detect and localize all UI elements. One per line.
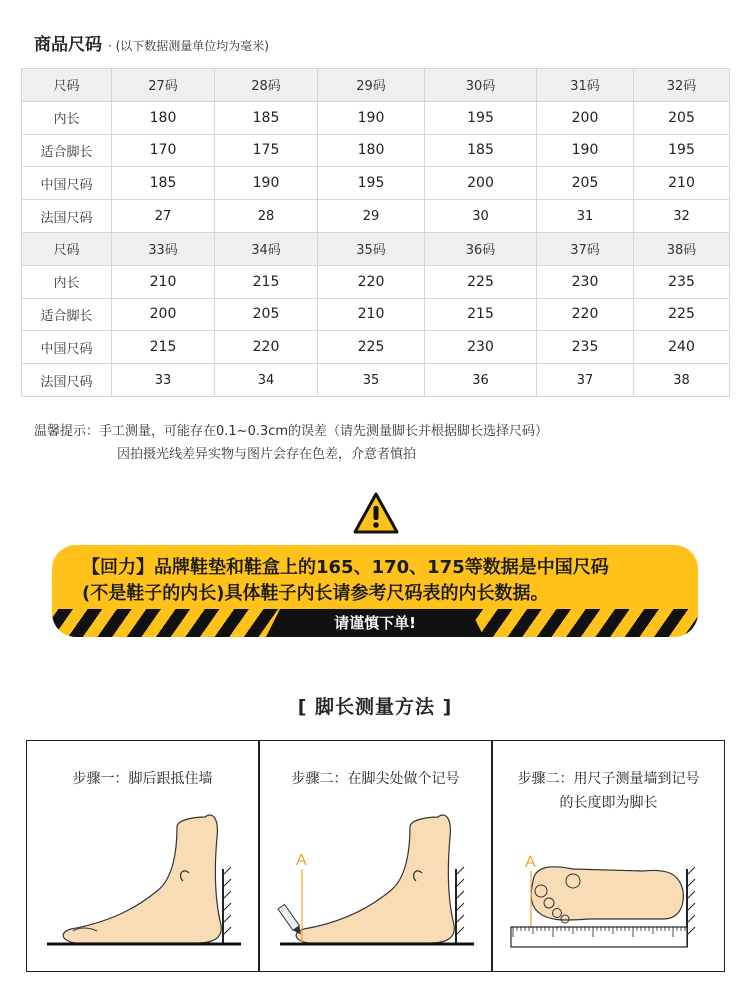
table-cell: 29 [318, 200, 425, 233]
table-cell: 210 [112, 265, 215, 298]
table-cell: 36 [425, 364, 537, 397]
table-cell: 195 [318, 167, 425, 200]
table-cell: 185 [425, 134, 537, 167]
table-cell: 215 [112, 331, 215, 364]
banner-line-1: 【回力】品牌鞋垫和鞋盒上的165、170、175等数据是中国尺码 [82, 557, 609, 578]
table-cell: 32 [634, 200, 730, 233]
table-cell: 37 [537, 364, 634, 397]
marker-a: A [296, 852, 307, 869]
table-cell: 190 [318, 101, 425, 134]
table-cell: 28 [215, 200, 318, 233]
table-cell: 215 [215, 265, 318, 298]
step-3-caption-2: 的长度即为脚长 [559, 795, 658, 811]
table-cell: 230 [425, 331, 537, 364]
banner-label: 请谨慎下单! [280, 609, 470, 637]
table-header-row [22, 69, 730, 102]
table-cell: 220 [318, 265, 425, 298]
table-cell: 33 [112, 364, 215, 397]
row-label: 法国尺码 [22, 364, 112, 397]
tip-line-1: 温馨提示：手工测量，可能存在0.1~0.3cm的误差（请先测量脚长并根据脚长选择尺码） [34, 424, 549, 439]
ruler-measure-illustration [493, 741, 726, 973]
table-cell: 175 [215, 134, 318, 167]
table-cell: 28码 [215, 69, 318, 102]
warning-banner [52, 545, 698, 637]
table-cell: 31码 [537, 69, 634, 102]
step-2-caption: 步骤二：在脚尖处做个记号 [291, 771, 460, 787]
table-cell: 195 [634, 134, 730, 167]
table-cell: 210 [318, 298, 425, 331]
table-row [22, 101, 730, 134]
table-cell: 38码 [634, 232, 730, 265]
table-cell: 31 [537, 200, 634, 233]
marker-a-2: A [525, 854, 536, 871]
mark-toe-illustration [260, 741, 493, 973]
pencil-icon [278, 904, 304, 936]
row-label: 适合脚长 [22, 298, 112, 331]
tip-line-2: 因拍摄光线差异实物与图片会存在色差，介意者慎拍 [117, 447, 417, 462]
table-cell: 220 [537, 298, 634, 331]
row-label: 尺码 [22, 69, 112, 102]
size-table [21, 68, 730, 397]
table-cell: 200 [537, 101, 634, 134]
table-cell: 33码 [112, 232, 215, 265]
row-label: 尺码 [22, 232, 112, 265]
table-cell: 37码 [537, 232, 634, 265]
warning-icon [353, 492, 399, 534]
step-panel-3 [492, 740, 725, 972]
table-cell: 29码 [318, 69, 425, 102]
table-cell: 210 [634, 167, 730, 200]
table-row [22, 134, 730, 167]
table-cell: 230 [537, 265, 634, 298]
table-cell: 180 [318, 134, 425, 167]
table-cell: 185 [112, 167, 215, 200]
table-cell: 225 [425, 265, 537, 298]
table-cell: 170 [112, 134, 215, 167]
table-cell: 32码 [634, 69, 730, 102]
table-cell: 34 [215, 364, 318, 397]
table-cell: 220 [215, 331, 318, 364]
table-row [22, 265, 730, 298]
step-1-caption: 步骤一：脚后跟抵住墙 [72, 771, 213, 787]
table-row [22, 364, 730, 397]
table-cell: 235 [634, 265, 730, 298]
row-label: 法国尺码 [22, 200, 112, 233]
table-cell: 215 [425, 298, 537, 331]
row-label: 适合脚长 [22, 134, 112, 167]
table-cell: 190 [537, 134, 634, 167]
table-cell: 225 [318, 331, 425, 364]
table-cell: 180 [112, 101, 215, 134]
table-cell: 205 [215, 298, 318, 331]
row-label: 内长 [22, 265, 112, 298]
table-cell: 240 [634, 331, 730, 364]
table-cell: 38 [634, 364, 730, 397]
table-cell: 200 [112, 298, 215, 331]
table-cell: 35 [318, 364, 425, 397]
table-row [22, 200, 730, 233]
page-header [34, 30, 269, 55]
table-cell: 35码 [318, 232, 425, 265]
table-cell: 30码 [425, 69, 537, 102]
table-row [22, 167, 730, 200]
table-cell: 205 [634, 101, 730, 134]
row-label: 中国尺码 [22, 331, 112, 364]
table-cell: 185 [215, 101, 318, 134]
tips [34, 420, 548, 466]
foot-against-wall-illustration [27, 741, 260, 973]
banner-line-2: (不是鞋子的内长)具体鞋子内长请参考尺码表的内长数据。 [82, 583, 549, 604]
table-header-row [22, 232, 730, 265]
unit-note: · (以下数据测量单位均为毫米) [108, 39, 269, 53]
step-panel-1 [26, 740, 259, 972]
ruler [511, 927, 687, 947]
row-label: 内长 [22, 101, 112, 134]
step-3-caption: 步骤二：用尺子测量墙到记号 [517, 771, 700, 787]
step-panel-2 [259, 740, 492, 972]
table-cell: 30 [425, 200, 537, 233]
table-cell: 200 [425, 167, 537, 200]
table-cell: 34码 [215, 232, 318, 265]
table-cell: 235 [537, 331, 634, 364]
table-cell: 27码 [112, 69, 215, 102]
table-row [22, 298, 730, 331]
row-label: 中国尺码 [22, 167, 112, 200]
table-cell: 27 [112, 200, 215, 233]
table-cell: 195 [425, 101, 537, 134]
table-cell: 190 [215, 167, 318, 200]
banner-text [82, 555, 682, 607]
method-title: [ 脚长测量方法 ] [297, 696, 453, 718]
table-row [22, 331, 730, 364]
table-cell: 205 [537, 167, 634, 200]
table-cell: 36码 [425, 232, 537, 265]
table-cell: 225 [634, 298, 730, 331]
page-title: 商品尺码 [34, 35, 102, 55]
